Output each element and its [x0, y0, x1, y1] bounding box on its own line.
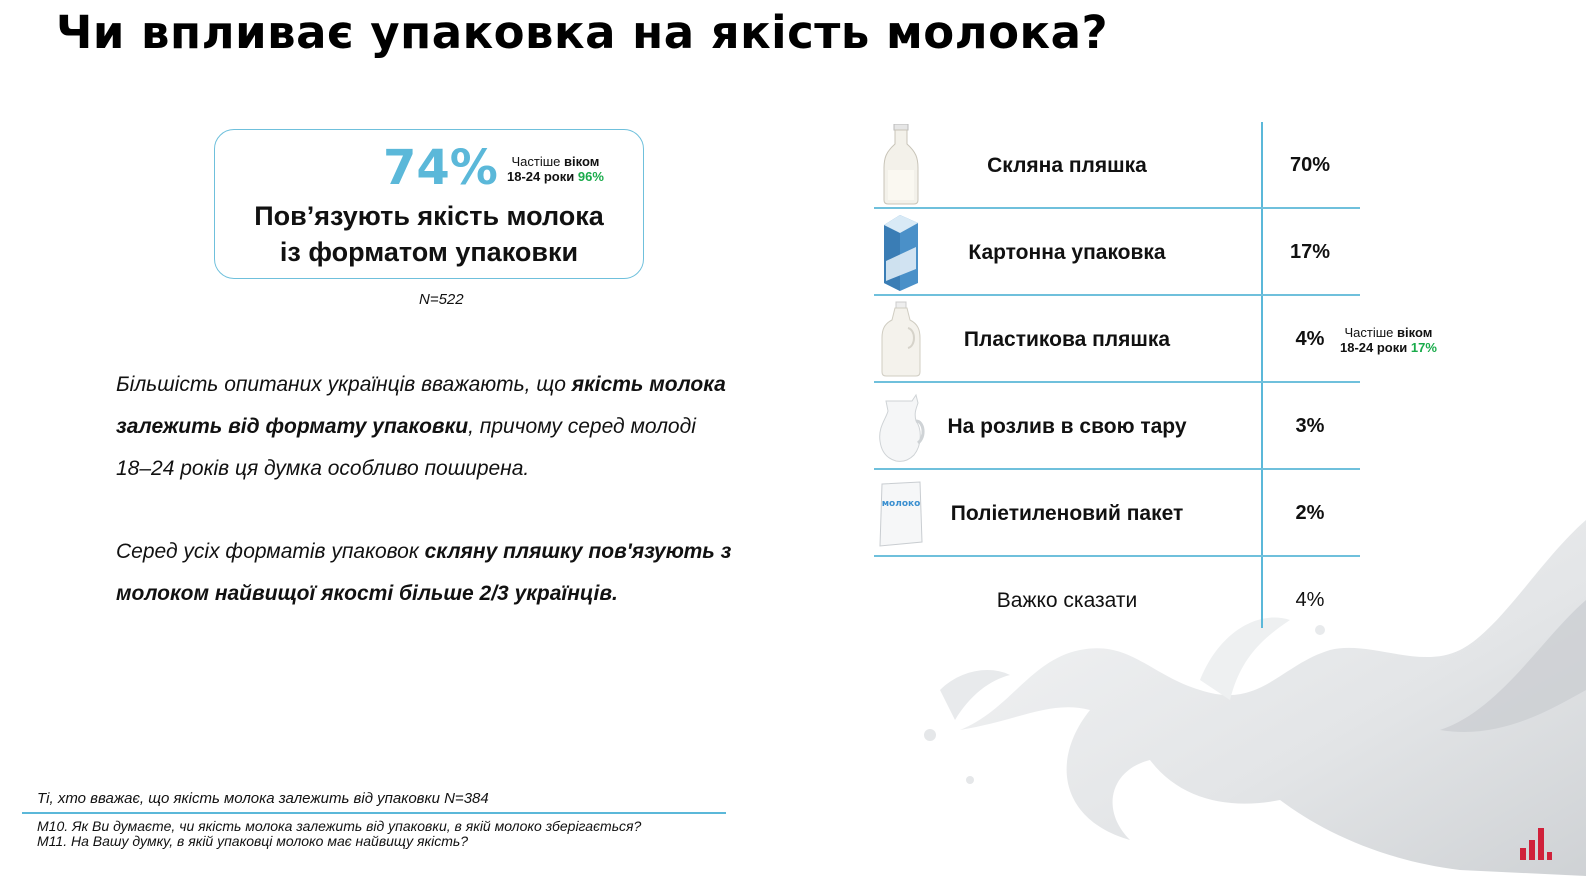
kpi-note-age: 18-24 роки [507, 169, 575, 184]
summary-paragraph-1 [116, 364, 736, 490]
table-row [874, 557, 1360, 644]
kpi-description [215, 198, 643, 270]
footnote-divider [22, 812, 726, 814]
footnote-q1: М10. Як Ви думаєте, чи якість молока залежить від упаковки, в якій молоко зберігається? [37, 818, 642, 834]
row-label: Поліетиленовий пакет [950, 501, 1184, 525]
table-row [874, 122, 1360, 209]
side-note-prefix: Частіше [1344, 325, 1394, 340]
row-label: Картонна упаковка [968, 240, 1166, 264]
table-row [874, 296, 1360, 383]
summary-paragraph-2 [116, 531, 736, 615]
kpi-note-pct: 96% [577, 169, 604, 184]
kpi-line-1: Пов’язують якість молока [254, 201, 604, 231]
row-value: 3% [1295, 415, 1325, 437]
row-value: 4% [1295, 589, 1325, 611]
p1-text-2: , причому серед молоді 18–24 років ця думка особливо поширена. [116, 415, 696, 480]
footnote-sample: Ті, хто вважає, що якість молока залежить від упаковки N=384 [37, 790, 489, 807]
kpi-note-prefix: Частіше [511, 154, 561, 169]
side-note-pct: 17% [1410, 340, 1437, 355]
p2-text-1: Серед усіх форматів упаковок [116, 540, 425, 563]
kpi-line-2: із форматом упаковки [279, 237, 579, 267]
page-title: Чи впливає упаковка на якість молока? [56, 6, 1109, 59]
row-value: 4% [1295, 328, 1325, 350]
side-note-age: 18-24 роки [1340, 340, 1408, 355]
row-label: Пластикова пляшка [963, 327, 1171, 351]
row-label: Важко сказати [996, 588, 1138, 612]
footnote-q2: М11. На Вашу думку, в якій упаковці молоко має найвищу якість? [37, 833, 469, 849]
row-value: 17% [1289, 241, 1331, 263]
side-note-bold: віком [1397, 325, 1433, 340]
row-value: 2% [1295, 502, 1325, 524]
p1-text-1: Більшість опитаних українців вважають, що [116, 373, 572, 396]
plastic-age-note [1340, 325, 1437, 355]
company-logo [1518, 826, 1554, 862]
kpi-percent: 74% [383, 140, 498, 196]
p1-bold-1: якість молока залежить від формату упаковки [116, 373, 726, 438]
kpi-age-note [507, 154, 604, 184]
row-label: Скляна пляшка [987, 153, 1147, 177]
kpi-note-bold: віком [564, 154, 600, 169]
p2-bold-1: скляну пляшку пов'язують з молоком найвищої якості більше 2/3 українців. [116, 540, 732, 605]
row-label: На розлив в свою тару [947, 414, 1187, 438]
row-value: 70% [1289, 154, 1331, 176]
table-row [874, 470, 1360, 557]
footnote-questions [37, 819, 641, 849]
table-row [874, 209, 1360, 296]
kpi-sample-size: N=522 [419, 291, 464, 308]
table-row [874, 383, 1360, 470]
kpi-card [214, 129, 644, 279]
milk-bag-label: молоко [881, 499, 921, 509]
